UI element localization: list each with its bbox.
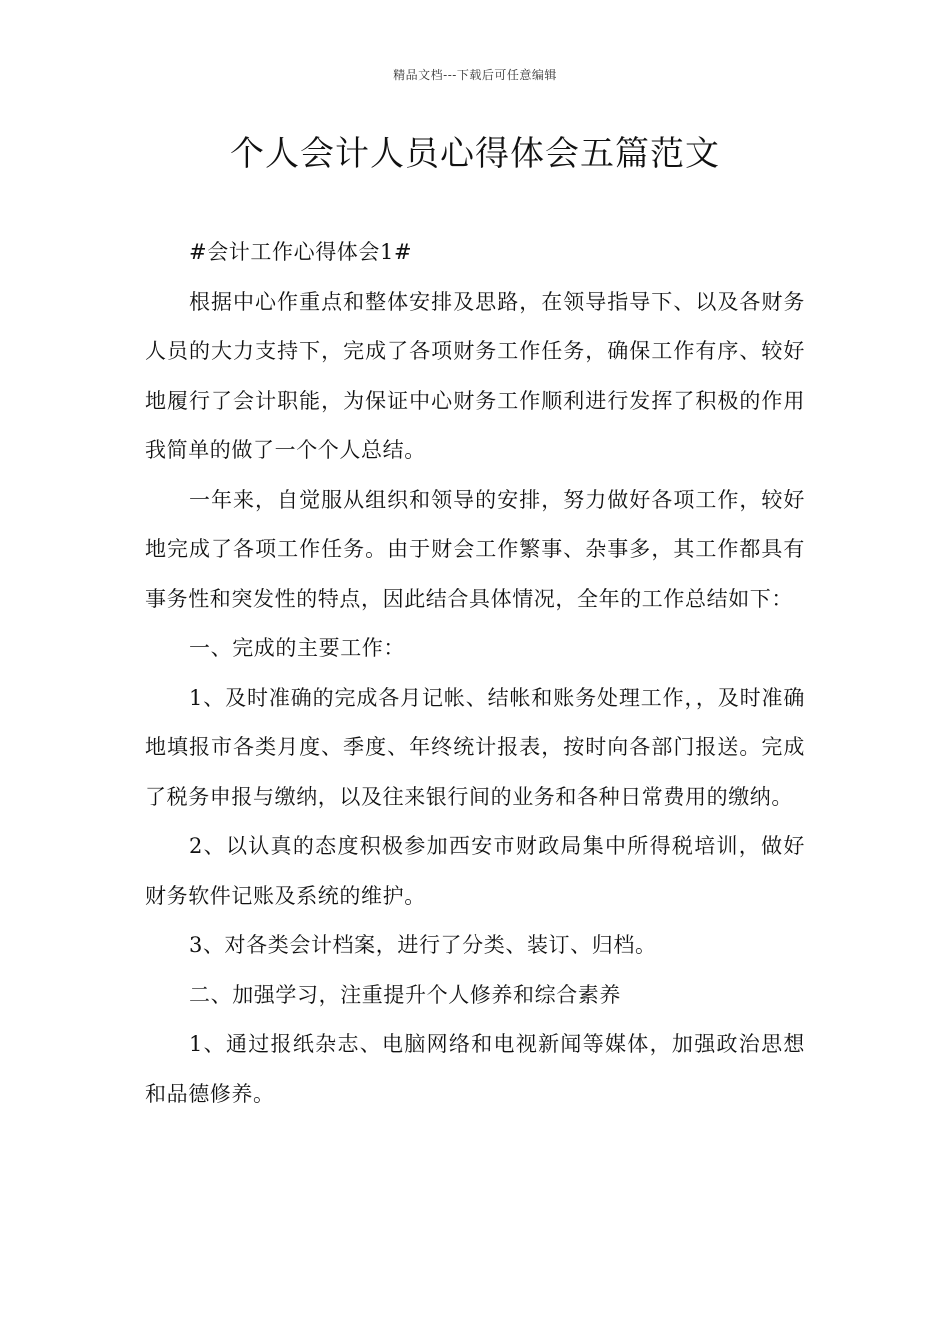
section-heading-1: #会计工作心得体会1# xyxy=(189,240,413,264)
list-item: 1、通过报纸杂志、电脑网络和电视新闻等媒体，加强政治思想和品德修养。 xyxy=(145,1032,805,1106)
paragraph: 根据中心作重点和整体安排及思路，在领导指导下、以及各财务人员的大力支持下，完成了各项财务工作任务，确保工作有序、较好地履行了会计职能，为保证中心财务工作顺利进行发挥了积极的作用我简单的做了一个个人总结。 xyxy=(145,289,805,462)
list-item: 3、对各类会计档案，进行了分类、装订、归档。 xyxy=(189,933,657,957)
list-item: 1、及时准确的完成各月记帐、结帐和账务处理工作，，及时准确地填报市各类月度、季度、年终统计报表，按时向各部门报送。完成了税务申报与缴纳，以及往来银行间的业务和各种日常费用的缴纳。 xyxy=(145,685,805,809)
paragraph: 一年来，自觉服从组织和领导的安排，努力做好各项工作，较好地完成了各项工作任务。由于财会工作繁事、杂事多，其工作都具有事务性和突发性的特点，因此结合具体情况，全年的工作总结如下： xyxy=(145,487,805,611)
list-item: 2、以认真的态度积极参加西安市财政局集中所得税培训，做好财务软件记账及系统的维护。 xyxy=(145,834,805,908)
header-note: 精品文档---下载后可任意编辑 xyxy=(393,68,557,82)
document-title: 个人会计人员心得体会五篇范文 xyxy=(230,134,720,174)
document-body xyxy=(145,228,805,1119)
subheading: 一、完成的主要工作： xyxy=(189,636,405,660)
subheading: 二、加强学习，注重提升个人修养和综合素养 xyxy=(189,982,621,1007)
